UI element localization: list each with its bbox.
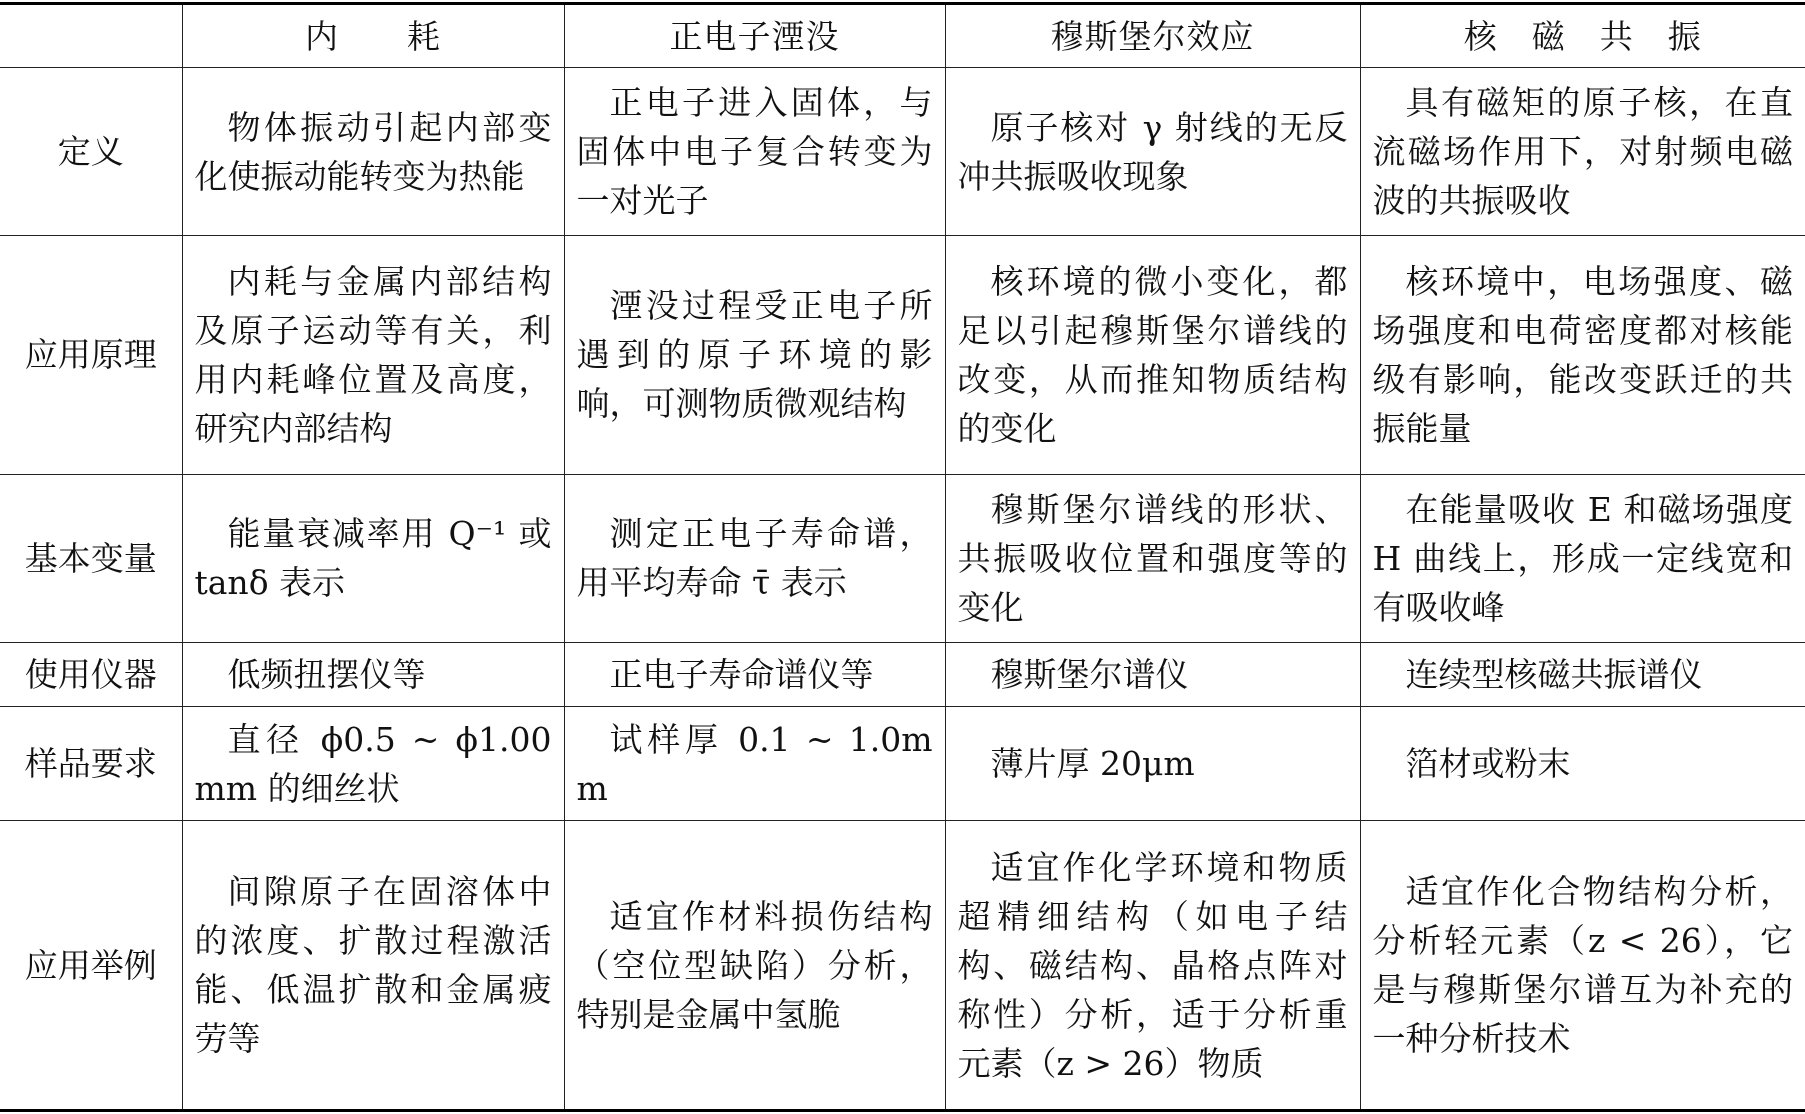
- row-definition: [0, 68, 1805, 236]
- cell-text: 原子核对 γ 射线的无反冲共振吸收现象: [957, 107, 1348, 196]
- cell-text: 核环境中，电场强度、磁场强度和电荷密度都对核能级有影响，能改变跃迁的共振能量: [1372, 261, 1793, 448]
- cell-text: 适宜作化学环境和物质超精细结构（如电子结构、磁结构、晶格点阵对称性）分析，适于分析重元素（z > 26）物质: [957, 847, 1348, 1083]
- cell-text: 试样厚 0.1 ~ 1.0mm: [576, 719, 933, 808]
- cell-text: 低频扭摆仪等: [227, 654, 426, 694]
- cell-text: 正电子寿命谱仪等: [609, 654, 874, 694]
- cell: [182, 68, 564, 236]
- row-label-principle: 应用原理: [0, 235, 182, 474]
- cell-text: 在能量吸收 E 和磁场强度 H 曲线上，形成一定线宽和有吸收峰: [1372, 489, 1793, 627]
- cell: [564, 821, 945, 1111]
- row-label-variables: 基本变量: [0, 474, 182, 642]
- comparison-table: [0, 2, 1805, 1112]
- cell: [945, 642, 1360, 706]
- cell: [564, 706, 945, 821]
- cell: [1360, 68, 1805, 236]
- cell: [945, 474, 1360, 642]
- cell-text: 箔材或粉末: [1405, 744, 1571, 784]
- row-sample: [0, 706, 1805, 821]
- cell-text: 正电子进入固体，与固体中电子复合转变为一对光子: [576, 83, 933, 221]
- row-principle: [0, 235, 1805, 474]
- row-examples: [0, 821, 1805, 1111]
- cell: [1360, 706, 1805, 821]
- cell-text: 湮没过程受正电子所遇到的原子环境的影响，可测物质微观结构: [576, 286, 933, 424]
- cell: [564, 235, 945, 474]
- header-corner: [0, 4, 182, 68]
- cell: [182, 642, 564, 706]
- header-positron-annihilation: 正电子湮没: [564, 4, 945, 68]
- cell: [1360, 235, 1805, 474]
- cell: [182, 474, 564, 642]
- row-label-definition: 定义: [0, 68, 182, 236]
- cell: [182, 235, 564, 474]
- cell-text: 具有磁矩的原子核，在直流磁场作用下，对射频电磁波的共振吸收: [1372, 83, 1793, 221]
- cell-text: 间隙原子在固溶体中的浓度、扩散过程激活能、低温扩散和金属疲劳等: [194, 872, 552, 1059]
- header-row: [0, 4, 1805, 68]
- cell: [564, 68, 945, 236]
- cell: [945, 68, 1360, 236]
- row-instrument: [0, 642, 1805, 706]
- cell-text: 适宜作化合物结构分析，分析轻元素（z < 26），它是与穆斯堡尔谱互为补充的一种分析技术: [1372, 872, 1793, 1059]
- row-label-instrument: 使用仪器: [0, 642, 182, 706]
- header-nmr: 核 磁 共 振: [1360, 4, 1805, 68]
- cell-text: 核环境的微小变化，都足以引起穆斯堡尔谱线的改变，从而推知物质结构的变化: [957, 261, 1348, 448]
- cell-text: 适宜作材料损伤结构（空位型缺陷）分析，特别是金属中氢脆: [576, 896, 933, 1034]
- cell-text: 穆斯堡尔谱仪: [990, 654, 1189, 694]
- cell: [182, 821, 564, 1111]
- cell: [564, 642, 945, 706]
- cell-text: 薄片厚 20μm: [990, 744, 1195, 784]
- row-label-examples: 应用举例: [0, 821, 182, 1111]
- cell-text: 连续型核磁共振谱仪: [1405, 654, 1703, 694]
- header-internal-friction: 内 耗: [182, 4, 564, 68]
- row-label-sample: 样品要求: [0, 706, 182, 821]
- cell-text: 能量衰减率用 Q⁻¹ 或 tanδ 表示: [194, 514, 552, 603]
- cell: [1360, 642, 1805, 706]
- cell: [945, 706, 1360, 821]
- cell: [945, 821, 1360, 1111]
- cell: [182, 706, 564, 821]
- cell: [1360, 474, 1805, 642]
- cell: [1360, 821, 1805, 1111]
- cell-text: 穆斯堡尔谱线的形状、共振吸收位置和强度等的变化: [957, 489, 1348, 627]
- cell-text: 直径 ϕ0.5 ~ ϕ1.00mm 的细丝状: [194, 719, 552, 808]
- cell-text: 内耗与金属内部结构及原子运动等有关，利用内耗峰位置及高度，研究内部结构: [194, 261, 552, 448]
- cell-text: 测定正电子寿命谱，用平均寿命 τ̄ 表示: [576, 514, 933, 603]
- cell: [945, 235, 1360, 474]
- header-mossbauer-effect: 穆斯堡尔效应: [945, 4, 1360, 68]
- row-variables: [0, 474, 1805, 642]
- cell-text: 物体振动引起内部变化使振动能转变为热能: [194, 107, 552, 196]
- cell: [564, 474, 945, 642]
